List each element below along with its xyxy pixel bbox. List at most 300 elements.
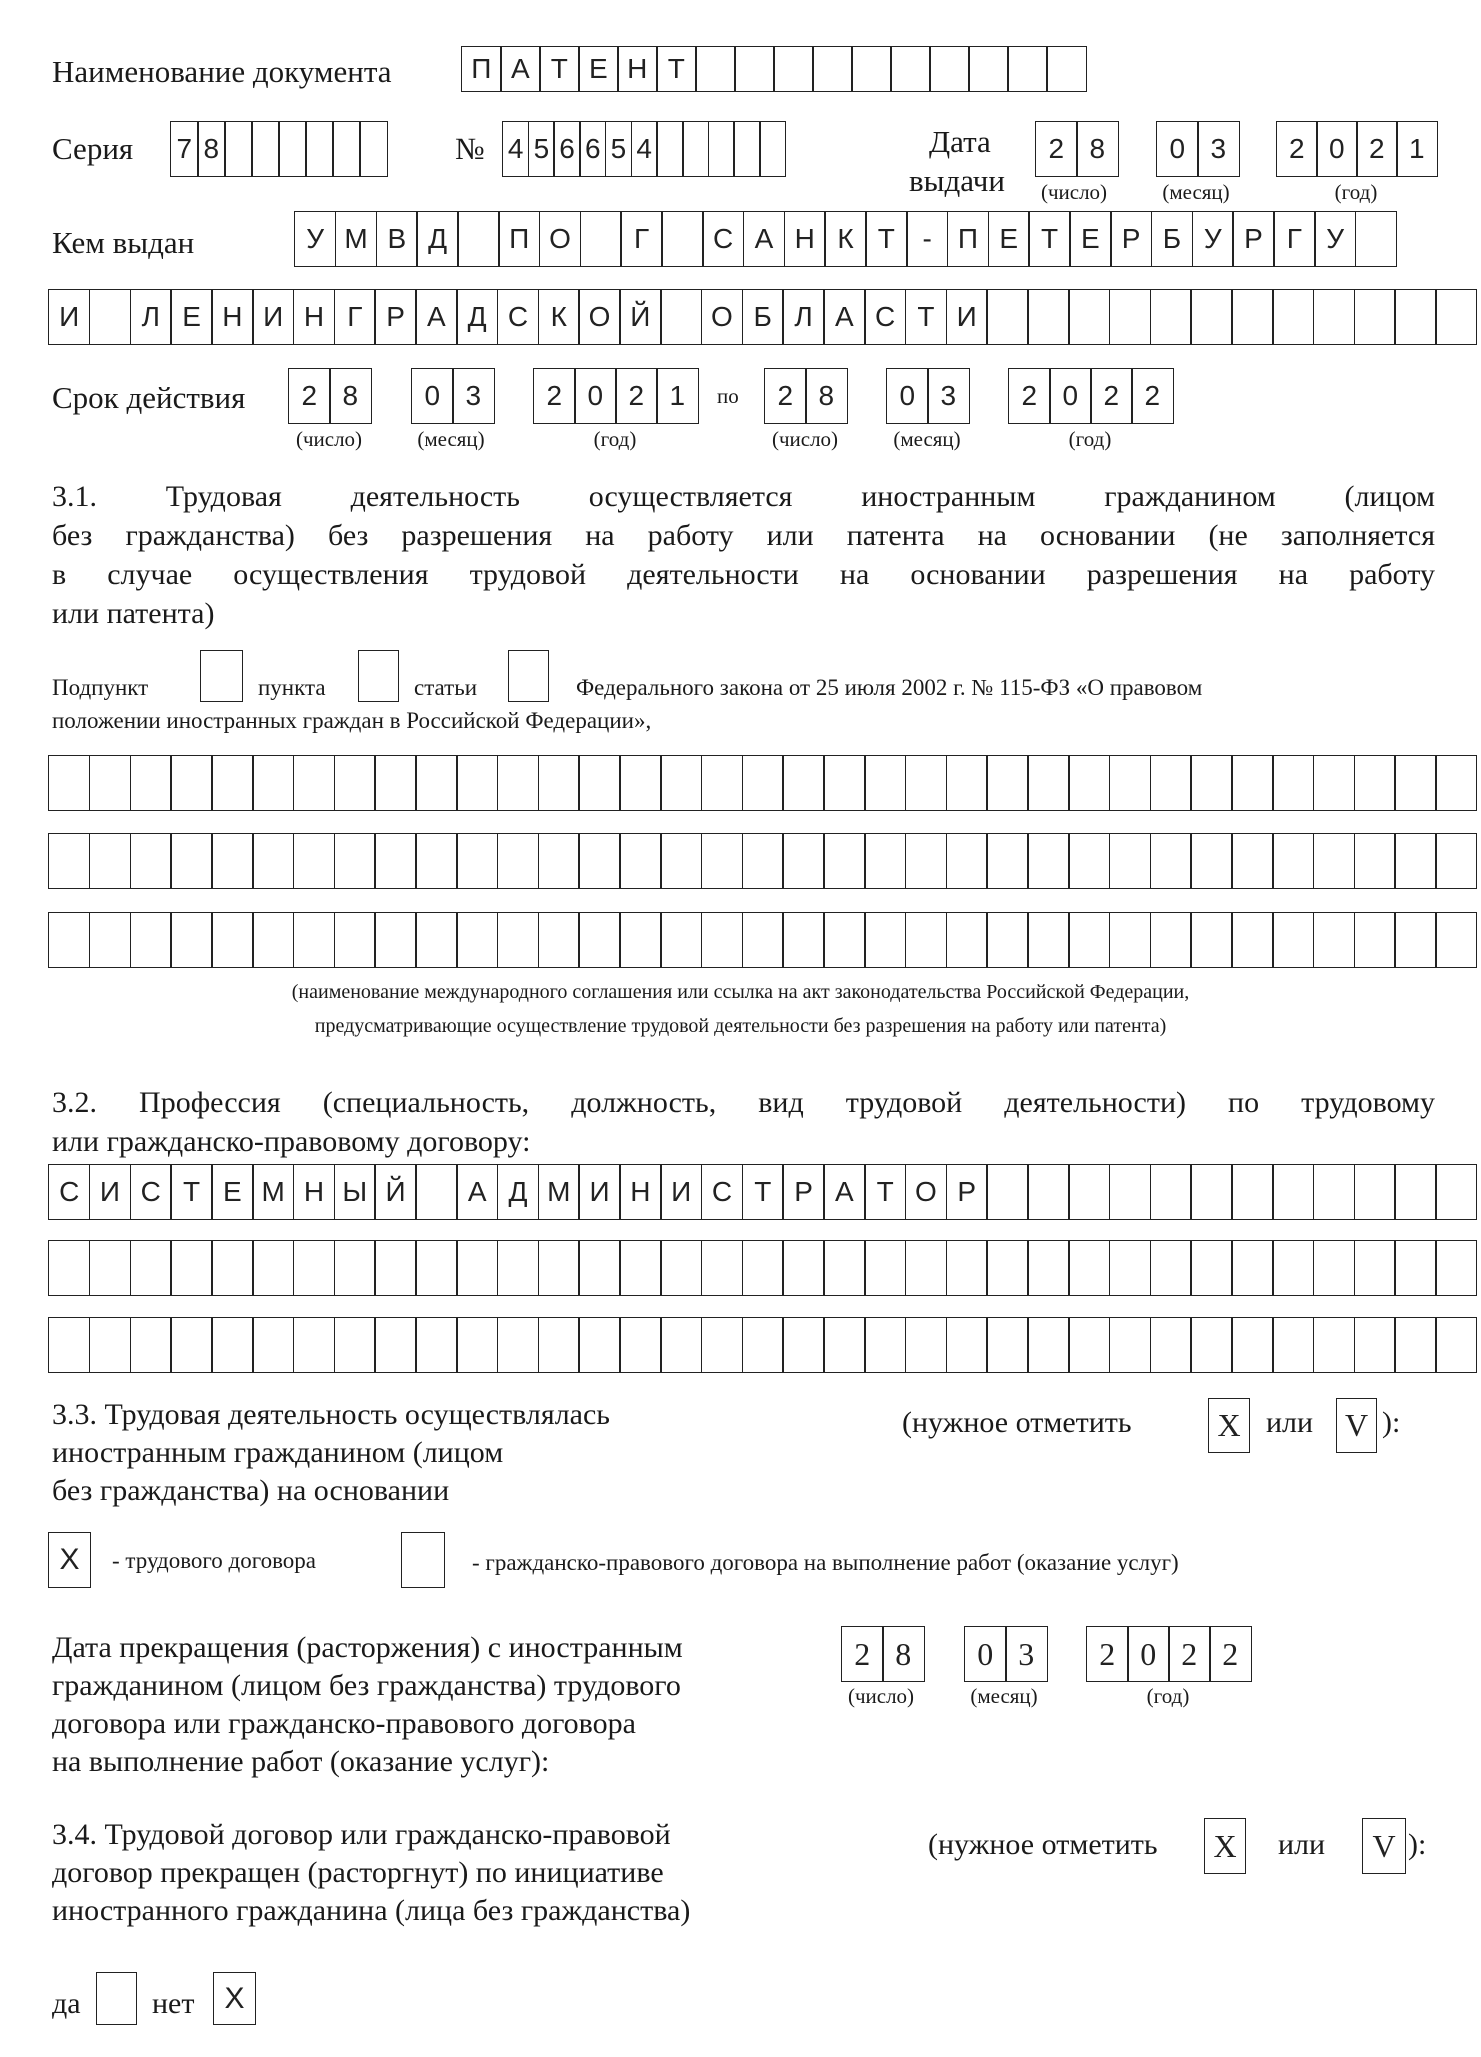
- char-cell[interactable]: [1272, 289, 1314, 345]
- char-cell[interactable]: [661, 211, 703, 267]
- char-cell[interactable]: [1394, 755, 1436, 811]
- char-cell[interactable]: [1109, 755, 1151, 811]
- char-cell[interactable]: [456, 912, 498, 968]
- validity-to-day[interactable]: [764, 368, 846, 424]
- char-cell[interactable]: [1190, 755, 1232, 811]
- char-cell[interactable]: [305, 121, 334, 177]
- char-cell[interactable]: [823, 1240, 865, 1296]
- char-cell[interactable]: [1231, 1164, 1273, 1220]
- profession-row-2[interactable]: [48, 1240, 1476, 1296]
- char-cell[interactable]: [456, 755, 498, 811]
- char-cell[interactable]: [293, 1240, 335, 1296]
- agreement-row-2[interactable]: [48, 833, 1476, 889]
- char-cell[interactable]: [905, 755, 947, 811]
- char-cell[interactable]: [1394, 289, 1436, 345]
- char-cell[interactable]: [1394, 912, 1436, 968]
- char-cell[interactable]: [823, 755, 865, 811]
- char-cell[interactable]: [293, 833, 335, 889]
- char-cell[interactable]: Н: [211, 289, 253, 345]
- char-cell[interactable]: [456, 1240, 498, 1296]
- char-cell[interactable]: Р: [1232, 211, 1274, 267]
- char-cell[interactable]: [457, 211, 499, 267]
- char-cell[interactable]: [1150, 912, 1192, 968]
- char-cell[interactable]: М: [538, 1164, 580, 1220]
- char-cell[interactable]: В: [376, 211, 418, 267]
- char-cell[interactable]: [1027, 912, 1069, 968]
- char-cell[interactable]: [1150, 1317, 1192, 1373]
- char-cell[interactable]: [619, 1240, 661, 1296]
- char-cell[interactable]: [986, 1240, 1028, 1296]
- document-name-field[interactable]: [461, 46, 1085, 92]
- char-cell[interactable]: [734, 46, 775, 92]
- agreement-row-1[interactable]: [48, 755, 1476, 811]
- char-cell[interactable]: [252, 1240, 294, 1296]
- char-cell[interactable]: 1: [1396, 121, 1438, 177]
- char-cell[interactable]: [89, 289, 131, 345]
- char-cell[interactable]: [1027, 289, 1069, 345]
- char-cell[interactable]: [1313, 1164, 1355, 1220]
- char-cell[interactable]: [48, 755, 90, 811]
- char-cell[interactable]: 2: [1356, 121, 1398, 177]
- char-cell[interactable]: [773, 46, 814, 92]
- char-cell[interactable]: 1: [656, 368, 699, 424]
- char-cell[interactable]: [986, 289, 1028, 345]
- char-cell[interactable]: Е: [1069, 211, 1111, 267]
- char-cell[interactable]: [1190, 912, 1232, 968]
- char-cell[interactable]: М: [335, 211, 377, 267]
- char-cell[interactable]: 2: [1168, 1626, 1211, 1682]
- char-cell[interactable]: 0: [964, 1626, 1007, 1682]
- char-cell[interactable]: Й: [619, 289, 661, 345]
- char-cell[interactable]: [812, 46, 853, 92]
- char-cell[interactable]: [374, 1240, 416, 1296]
- char-cell[interactable]: [682, 121, 709, 177]
- char-cell[interactable]: [619, 755, 661, 811]
- char-cell[interactable]: Т: [742, 1164, 784, 1220]
- char-cell[interactable]: Н: [293, 289, 335, 345]
- char-cell[interactable]: [89, 755, 131, 811]
- char-cell[interactable]: С: [130, 1164, 172, 1220]
- char-cell[interactable]: [1394, 1240, 1436, 1296]
- char-cell[interactable]: [946, 833, 988, 889]
- char-cell[interactable]: [890, 46, 931, 92]
- char-cell[interactable]: [1068, 289, 1110, 345]
- char-cell[interactable]: 8: [882, 1626, 925, 1682]
- char-cell[interactable]: Е: [170, 289, 212, 345]
- char-cell[interactable]: [456, 1317, 498, 1373]
- char-cell[interactable]: [497, 1317, 539, 1373]
- char-cell[interactable]: С: [701, 1164, 743, 1220]
- char-cell[interactable]: [578, 833, 620, 889]
- char-cell[interactable]: [1068, 755, 1110, 811]
- char-cell[interactable]: [1109, 1317, 1151, 1373]
- char-cell[interactable]: Н: [784, 211, 826, 267]
- char-cell[interactable]: [701, 1317, 743, 1373]
- char-cell[interactable]: [293, 1317, 335, 1373]
- char-cell[interactable]: [1354, 833, 1396, 889]
- char-cell[interactable]: [334, 755, 376, 811]
- char-cell[interactable]: О: [701, 289, 743, 345]
- char-cell[interactable]: Е: [988, 211, 1030, 267]
- char-cell[interactable]: [1313, 912, 1355, 968]
- char-cell[interactable]: [578, 1317, 620, 1373]
- char-cell[interactable]: [1354, 1240, 1396, 1296]
- char-cell[interactable]: У: [1314, 211, 1356, 267]
- char-cell[interactable]: 2: [1209, 1626, 1252, 1682]
- char-cell[interactable]: [580, 211, 622, 267]
- char-cell[interactable]: Ы: [334, 1164, 376, 1220]
- char-cell[interactable]: [334, 1317, 376, 1373]
- char-cell[interactable]: [905, 1317, 947, 1373]
- char-cell[interactable]: [1109, 833, 1151, 889]
- char-cell[interactable]: [1190, 1164, 1232, 1220]
- char-cell[interactable]: [986, 912, 1028, 968]
- char-cell[interactable]: [1435, 1164, 1477, 1220]
- char-cell[interactable]: П: [461, 46, 502, 92]
- char-cell[interactable]: [1190, 1240, 1232, 1296]
- char-cell[interactable]: [1109, 1164, 1151, 1220]
- end-month-field[interactable]: [964, 1626, 1046, 1682]
- char-cell[interactable]: [415, 1317, 457, 1373]
- char-cell[interactable]: [823, 833, 865, 889]
- char-cell[interactable]: М: [252, 1164, 294, 1220]
- char-cell[interactable]: [905, 1240, 947, 1296]
- char-cell[interactable]: [619, 1317, 661, 1373]
- char-cell[interactable]: [374, 1317, 416, 1373]
- char-cell[interactable]: [986, 755, 1028, 811]
- char-cell[interactable]: [1231, 289, 1273, 345]
- profession-row-3[interactable]: [48, 1317, 1476, 1373]
- char-cell[interactable]: [130, 833, 172, 889]
- char-cell[interactable]: 4: [502, 121, 529, 177]
- char-cell[interactable]: [1231, 1240, 1273, 1296]
- char-cell[interactable]: [1046, 46, 1087, 92]
- char-cell[interactable]: 2: [1131, 368, 1174, 424]
- char-cell[interactable]: 2: [1008, 368, 1051, 424]
- char-cell[interactable]: [374, 912, 416, 968]
- char-cell[interactable]: [701, 755, 743, 811]
- char-cell[interactable]: [1354, 1164, 1396, 1220]
- char-cell[interactable]: 2: [288, 368, 331, 424]
- char-cell[interactable]: 6: [579, 121, 606, 177]
- char-cell[interactable]: 0: [574, 368, 617, 424]
- char-cell[interactable]: [1068, 1240, 1110, 1296]
- char-cell[interactable]: Т: [864, 1164, 906, 1220]
- char-cell[interactable]: [1068, 912, 1110, 968]
- char-cell[interactable]: [497, 1240, 539, 1296]
- char-cell[interactable]: [578, 1240, 620, 1296]
- char-cell[interactable]: Г: [620, 211, 662, 267]
- char-cell[interactable]: [415, 1240, 457, 1296]
- char-cell[interactable]: [211, 833, 253, 889]
- char-cell[interactable]: [708, 121, 735, 177]
- char-cell[interactable]: [1027, 833, 1069, 889]
- char-cell[interactable]: 2: [841, 1626, 884, 1682]
- char-cell[interactable]: [224, 121, 253, 177]
- char-cell[interactable]: Й: [374, 1164, 416, 1220]
- char-cell[interactable]: [1231, 833, 1273, 889]
- char-cell[interactable]: Т: [865, 211, 907, 267]
- char-cell[interactable]: [1027, 1240, 1069, 1296]
- char-cell[interactable]: [660, 289, 702, 345]
- char-cell[interactable]: [1313, 755, 1355, 811]
- char-cell[interactable]: [1355, 211, 1397, 267]
- article-box[interactable]: [508, 650, 549, 702]
- char-cell[interactable]: [701, 912, 743, 968]
- char-cell[interactable]: И: [660, 1164, 702, 1220]
- char-cell[interactable]: [1272, 1164, 1314, 1220]
- char-cell[interactable]: [1068, 833, 1110, 889]
- char-cell[interactable]: 2: [1090, 368, 1133, 424]
- char-cell[interactable]: [864, 1240, 906, 1296]
- char-cell[interactable]: [170, 1317, 212, 1373]
- char-cell[interactable]: [656, 121, 683, 177]
- char-cell[interactable]: [170, 912, 212, 968]
- char-cell[interactable]: [415, 833, 457, 889]
- char-cell[interactable]: [733, 121, 760, 177]
- char-cell[interactable]: [170, 833, 212, 889]
- char-cell[interactable]: И: [252, 289, 294, 345]
- char-cell[interactable]: Т: [905, 289, 947, 345]
- char-cell[interactable]: [211, 1240, 253, 1296]
- char-cell[interactable]: [1354, 912, 1396, 968]
- char-cell[interactable]: А: [743, 211, 785, 267]
- char-cell[interactable]: [759, 121, 786, 177]
- char-cell[interactable]: [1109, 289, 1151, 345]
- char-cell[interactable]: [456, 833, 498, 889]
- char-cell[interactable]: [986, 833, 1028, 889]
- char-cell[interactable]: А: [823, 1164, 865, 1220]
- char-cell[interactable]: [929, 46, 970, 92]
- char-cell[interactable]: 0: [1049, 368, 1092, 424]
- char-cell[interactable]: 3: [1005, 1626, 1048, 1682]
- char-cell[interactable]: [701, 833, 743, 889]
- char-cell[interactable]: [48, 1317, 90, 1373]
- char-cell[interactable]: [1027, 755, 1069, 811]
- char-cell[interactable]: 0: [1156, 121, 1199, 177]
- char-cell[interactable]: [359, 121, 388, 177]
- char-cell[interactable]: 0: [1127, 1626, 1170, 1682]
- char-cell[interactable]: [130, 1240, 172, 1296]
- char-cell[interactable]: [415, 912, 457, 968]
- char-cell[interactable]: [415, 755, 457, 811]
- char-cell[interactable]: У: [1192, 211, 1234, 267]
- char-cell[interactable]: [946, 912, 988, 968]
- char-cell[interactable]: [1231, 1317, 1273, 1373]
- char-cell[interactable]: [1109, 1240, 1151, 1296]
- char-cell[interactable]: [415, 1164, 457, 1220]
- char-cell[interactable]: 2: [1035, 121, 1078, 177]
- char-cell[interactable]: С: [48, 1164, 90, 1220]
- char-cell[interactable]: [864, 912, 906, 968]
- char-cell[interactable]: [1313, 833, 1355, 889]
- char-cell[interactable]: [211, 912, 253, 968]
- char-cell[interactable]: А: [500, 46, 541, 92]
- issuer-row-1[interactable]: [294, 211, 1396, 267]
- char-cell[interactable]: [1435, 833, 1477, 889]
- char-cell[interactable]: Л: [130, 289, 172, 345]
- char-cell[interactable]: [823, 912, 865, 968]
- char-cell[interactable]: [538, 1317, 580, 1373]
- char-cell[interactable]: [1354, 289, 1396, 345]
- char-cell[interactable]: [1150, 755, 1192, 811]
- char-cell[interactable]: 8: [329, 368, 372, 424]
- char-cell[interactable]: [170, 1240, 212, 1296]
- char-cell[interactable]: [48, 833, 90, 889]
- char-cell[interactable]: [252, 1317, 294, 1373]
- char-cell[interactable]: [89, 1317, 131, 1373]
- char-cell[interactable]: [660, 1317, 702, 1373]
- char-cell[interactable]: [538, 912, 580, 968]
- char-cell[interactable]: [538, 1240, 580, 1296]
- issue-year-field[interactable]: [1276, 121, 1436, 177]
- char-cell[interactable]: И: [578, 1164, 620, 1220]
- char-cell[interactable]: [851, 46, 892, 92]
- char-cell[interactable]: Н: [617, 46, 658, 92]
- char-cell[interactable]: [1231, 912, 1273, 968]
- char-cell[interactable]: [742, 755, 784, 811]
- char-cell[interactable]: [211, 755, 253, 811]
- char-cell[interactable]: [278, 121, 307, 177]
- validity-from-year[interactable]: [533, 368, 697, 424]
- char-cell[interactable]: [946, 755, 988, 811]
- char-cell[interactable]: [538, 833, 580, 889]
- char-cell[interactable]: [742, 912, 784, 968]
- char-cell[interactable]: Д: [497, 1164, 539, 1220]
- char-cell[interactable]: [578, 755, 620, 811]
- yes-checkbox[interactable]: [96, 1972, 137, 2025]
- char-cell[interactable]: 6: [553, 121, 580, 177]
- end-year-field[interactable]: [1086, 1626, 1250, 1682]
- char-cell[interactable]: С: [497, 289, 539, 345]
- char-cell[interactable]: [660, 755, 702, 811]
- char-cell[interactable]: [538, 755, 580, 811]
- char-cell[interactable]: [1150, 833, 1192, 889]
- char-cell[interactable]: 8: [805, 368, 848, 424]
- char-cell[interactable]: [905, 833, 947, 889]
- char-cell[interactable]: Д: [456, 289, 498, 345]
- char-cell[interactable]: [1190, 1317, 1232, 1373]
- char-cell[interactable]: [968, 46, 1009, 92]
- char-cell[interactable]: [1272, 755, 1314, 811]
- char-cell[interactable]: [986, 1317, 1028, 1373]
- issue-day-field[interactable]: [1035, 121, 1117, 177]
- char-cell[interactable]: [782, 1317, 824, 1373]
- char-cell[interactable]: [660, 912, 702, 968]
- char-cell[interactable]: [89, 912, 131, 968]
- char-cell[interactable]: О: [539, 211, 581, 267]
- char-cell[interactable]: [1150, 289, 1192, 345]
- char-cell[interactable]: [1272, 1240, 1314, 1296]
- char-cell[interactable]: Б: [1151, 211, 1193, 267]
- char-cell[interactable]: [130, 912, 172, 968]
- char-cell[interactable]: Р: [946, 1164, 988, 1220]
- char-cell[interactable]: 5: [528, 121, 555, 177]
- char-cell[interactable]: [864, 755, 906, 811]
- char-cell[interactable]: [1313, 1317, 1355, 1373]
- char-cell[interactable]: [497, 833, 539, 889]
- char-cell[interactable]: [742, 1317, 784, 1373]
- char-cell[interactable]: 2: [615, 368, 658, 424]
- char-cell[interactable]: 0: [1316, 121, 1358, 177]
- issuer-row-2[interactable]: [48, 289, 1476, 345]
- char-cell[interactable]: Е: [211, 1164, 253, 1220]
- char-cell[interactable]: Т: [170, 1164, 212, 1220]
- char-cell[interactable]: [1068, 1317, 1110, 1373]
- number-field[interactable]: [502, 121, 785, 177]
- char-cell[interactable]: [1394, 1317, 1436, 1373]
- char-cell[interactable]: [48, 1240, 90, 1296]
- char-cell[interactable]: 2: [533, 368, 576, 424]
- char-cell[interactable]: А: [415, 289, 457, 345]
- char-cell[interactable]: [1394, 1164, 1436, 1220]
- char-cell[interactable]: [497, 912, 539, 968]
- char-cell[interactable]: И: [89, 1164, 131, 1220]
- char-cell[interactable]: [1068, 1164, 1110, 1220]
- subpoint-box[interactable]: [200, 650, 243, 702]
- char-cell[interactable]: [170, 755, 212, 811]
- char-cell[interactable]: Б: [742, 289, 784, 345]
- char-cell[interactable]: [1272, 833, 1314, 889]
- char-cell[interactable]: Т: [1028, 211, 1070, 267]
- point-box[interactable]: [358, 650, 399, 702]
- char-cell[interactable]: Т: [539, 46, 580, 92]
- char-cell[interactable]: 5: [605, 121, 632, 177]
- end-day-field[interactable]: [841, 1626, 923, 1682]
- char-cell[interactable]: О: [905, 1164, 947, 1220]
- char-cell[interactable]: [211, 1317, 253, 1373]
- char-cell[interactable]: [823, 1317, 865, 1373]
- char-cell[interactable]: [48, 912, 90, 968]
- char-cell[interactable]: 2: [1086, 1626, 1129, 1682]
- char-cell[interactable]: 8: [1076, 121, 1119, 177]
- char-cell[interactable]: [374, 833, 416, 889]
- char-cell[interactable]: [1272, 912, 1314, 968]
- char-cell[interactable]: [1435, 755, 1477, 811]
- char-cell[interactable]: [1231, 755, 1273, 811]
- char-cell[interactable]: [334, 1240, 376, 1296]
- char-cell[interactable]: [1190, 833, 1232, 889]
- char-cell[interactable]: П: [947, 211, 989, 267]
- char-cell[interactable]: [130, 755, 172, 811]
- char-cell[interactable]: [1150, 1240, 1192, 1296]
- char-cell[interactable]: 3: [927, 368, 970, 424]
- char-cell[interactable]: Р: [374, 289, 416, 345]
- char-cell[interactable]: У: [294, 211, 336, 267]
- char-cell[interactable]: [946, 1317, 988, 1373]
- char-cell[interactable]: 0: [886, 368, 929, 424]
- labor-contract-checkbox[interactable]: X: [48, 1532, 91, 1588]
- char-cell[interactable]: И: [48, 289, 90, 345]
- char-cell[interactable]: [130, 1317, 172, 1373]
- char-cell[interactable]: П: [498, 211, 540, 267]
- char-cell[interactable]: [251, 121, 280, 177]
- char-cell[interactable]: [1435, 912, 1477, 968]
- char-cell[interactable]: А: [823, 289, 865, 345]
- char-cell[interactable]: [1313, 1240, 1355, 1296]
- validity-to-year[interactable]: [1008, 368, 1172, 424]
- char-cell[interactable]: [252, 755, 294, 811]
- char-cell[interactable]: [782, 1240, 824, 1296]
- char-cell[interactable]: [864, 833, 906, 889]
- char-cell[interactable]: [1150, 1164, 1192, 1220]
- validity-from-month[interactable]: [411, 368, 493, 424]
- char-cell[interactable]: [1007, 46, 1048, 92]
- char-cell[interactable]: [252, 833, 294, 889]
- char-cell[interactable]: 7: [170, 121, 199, 177]
- char-cell[interactable]: [1027, 1164, 1069, 1220]
- char-cell[interactable]: [619, 912, 661, 968]
